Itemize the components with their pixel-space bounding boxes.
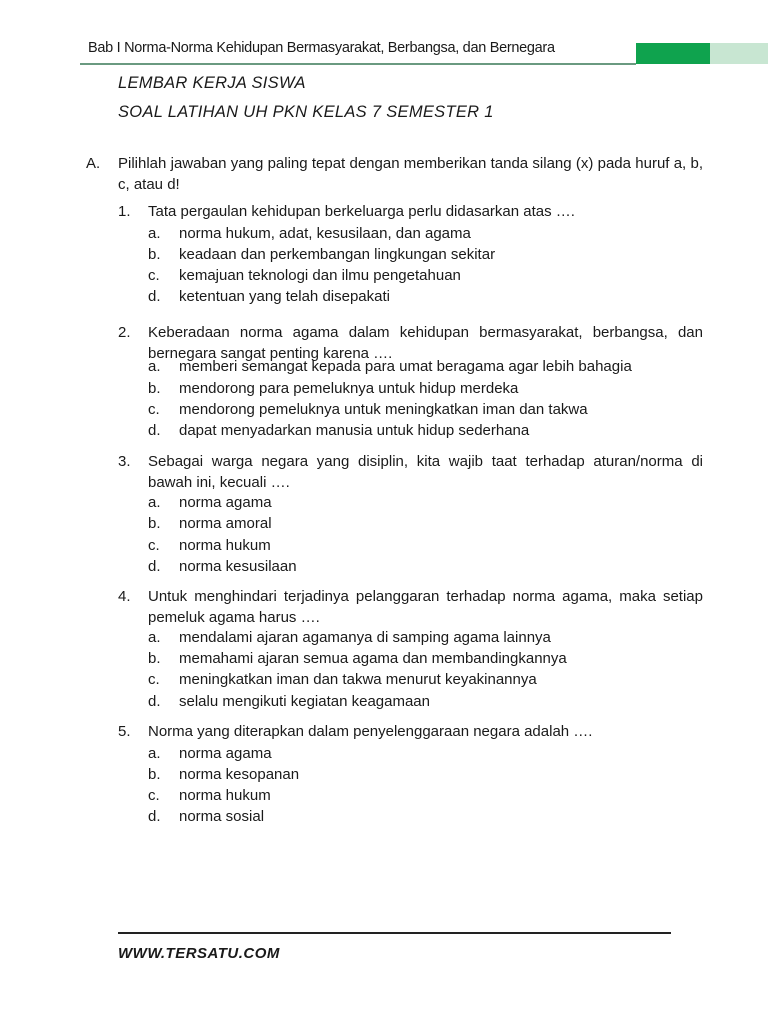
footer-rule <box>118 932 671 934</box>
question-text: Sebagai warga negara yang disiplin, kita wajib taat terhadap aturan/norma di bawah ini, kecuali …. <box>148 453 703 491</box>
option-text: norma agama <box>179 745 272 762</box>
header-rule <box>80 63 636 65</box>
option-text: norma kesopanan <box>179 766 300 783</box>
option-text: norma amoral <box>179 515 272 532</box>
option-letter: c. <box>148 267 160 284</box>
option-text: kemajuan teknologi dan ilmu pengetahuan <box>179 267 461 284</box>
option-text: norma kesusilaan <box>179 558 297 575</box>
option-letter: d. <box>148 422 161 439</box>
chapter-header: Bab I Norma-Norma Kehidupan Bermasyarakat, Berbangsa, dan Bernegara <box>88 40 555 56</box>
option-letter: c. <box>148 401 160 418</box>
section-label: A. <box>86 155 101 172</box>
option-letter: b. <box>148 515 161 532</box>
worksheet-title: LEMBAR KERJA SISWA <box>118 74 306 92</box>
option-letter: a. <box>148 629 161 646</box>
option-letter: d. <box>148 693 161 710</box>
option-text: memahami ajaran semua agama dan membandingkannya <box>179 650 567 667</box>
option-letter: b. <box>148 246 161 263</box>
header-accent-block <box>636 43 710 64</box>
option-letter: b. <box>148 380 161 397</box>
question-number: 1. <box>118 203 131 220</box>
question-text: Tata pergaulan kehidupan berkeluarga perlu didasarkan atas …. <box>148 203 575 220</box>
option-text: norma hukum, adat, kesusilaan, dan agama <box>179 225 471 242</box>
option-letter: d. <box>148 558 161 575</box>
option-text: memberi semangat kepada para umat beragama agar lebih bahagia <box>179 358 632 375</box>
question-text: Norma yang diterapkan dalam penyelenggaraan negara adalah …. <box>148 723 593 740</box>
option-letter: b. <box>148 650 161 667</box>
question-number: 4. <box>118 588 131 605</box>
question-text: Untuk menghindari terjadinya pelanggaran terhadap norma agama, maka setiap pemeluk agama harus …. <box>148 588 703 626</box>
option-letter: a. <box>148 745 161 762</box>
option-text: keadaan dan perkembangan lingkungan sekitar <box>179 246 496 263</box>
instruction-text: Pilihlah jawaban yang paling tepat dengan memberikan tanda silang (x) pada huruf a, b, c, atau d! <box>118 155 703 193</box>
option-text: selalu mengikuti kegiatan keagamaan <box>179 693 430 710</box>
question-number: 3. <box>118 453 131 470</box>
option-text: ketentuan yang telah disepakati <box>179 288 390 305</box>
option-letter: d. <box>148 808 161 825</box>
header-accent-light-block <box>710 43 768 64</box>
option-text: mendorong para pemeluknya untuk hidup merdeka <box>179 380 519 397</box>
option-text: mendorong pemeluknya untuk meningkatkan iman dan takwa <box>179 401 588 418</box>
option-letter: b. <box>148 766 161 783</box>
option-text: norma hukum <box>179 537 271 554</box>
option-letter: c. <box>148 787 160 804</box>
option-letter: a. <box>148 494 161 511</box>
worksheet-subtitle: SOAL LATIHAN UH PKN KELAS 7 SEMESTER 1 <box>118 103 494 121</box>
option-text: dapat menyadarkan manusia untuk hidup sederhana <box>179 422 530 439</box>
option-letter: c. <box>148 537 160 554</box>
question-number: 2. <box>118 324 131 341</box>
option-letter: c. <box>148 671 160 688</box>
option-text: norma sosial <box>179 808 265 825</box>
option-text: mendalami ajaran agamanya di samping agama lainnya <box>179 629 551 646</box>
option-letter: a. <box>148 225 161 242</box>
option-text: meningkatkan iman dan takwa menurut keyakinannya <box>179 671 537 688</box>
option-letter: a. <box>148 358 161 375</box>
footer-url: WWW.TERSATU.COM <box>118 945 280 962</box>
question-text: Keberadaan norma agama dalam kehidupan bermasyarakat, berbangsa, dan bernegara sangat penting karena …. <box>148 324 703 362</box>
option-letter: d. <box>148 288 161 305</box>
option-text: norma hukum <box>179 787 271 804</box>
option-text: norma agama <box>179 494 272 511</box>
question-number: 5. <box>118 723 131 740</box>
